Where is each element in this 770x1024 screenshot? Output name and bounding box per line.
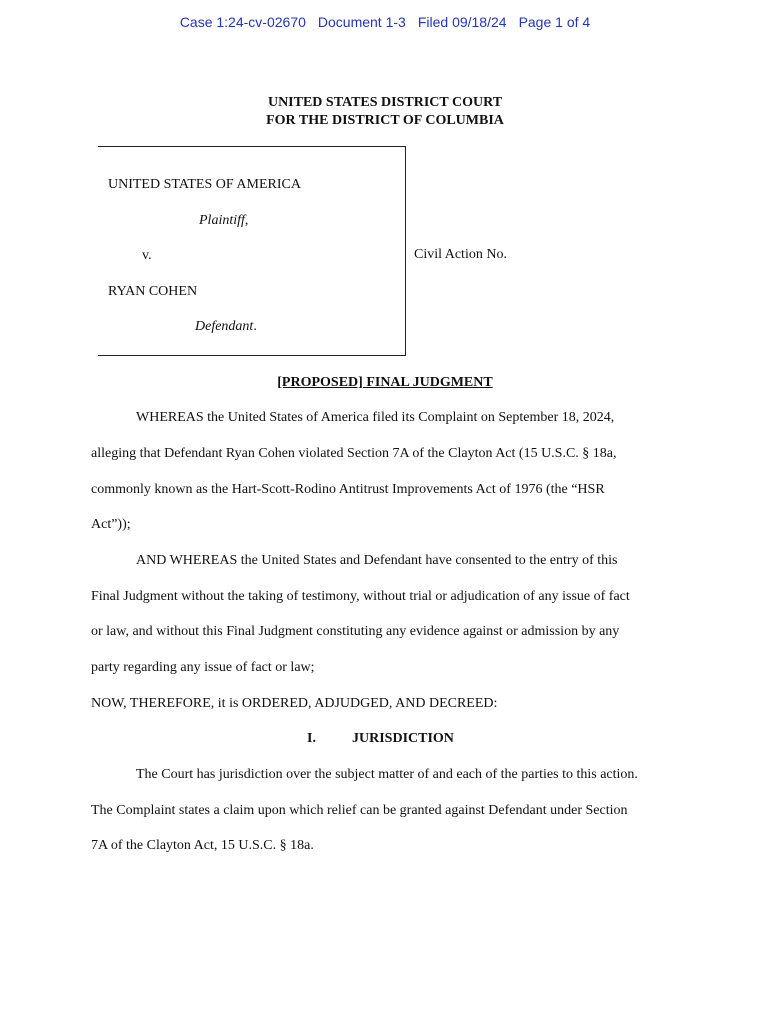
court-district: FOR THE DISTRICT OF COLUMBIA	[266, 113, 504, 128]
paragraph-line: The Complaint states a claim upon which relief can be granted against Defendant under Section	[91, 803, 628, 818]
paragraph-line: The Court has jurisdiction over the subject matter of and each of the parties to this action.	[136, 767, 638, 782]
plaintiff-name: UNITED STATES OF AMERICA	[108, 177, 301, 192]
document-number: Document 1-3	[317, 14, 406, 30]
page-indicator: Page 1 of 4	[518, 14, 591, 30]
versus-label: v.	[142, 248, 152, 263]
civil-action-number: Civil Action No.	[414, 247, 507, 262]
paragraph-line: commonly known as the Hart-Scott-Rodino Antitrust Improvements Act of 1976 (the “HSR	[91, 482, 605, 497]
case-number: Case 1:24-cv-02670	[179, 14, 306, 30]
paragraph-line: party regarding any issue of fact or law;	[91, 660, 315, 675]
filing-stamp	[0, 14, 770, 30]
paragraph-line: WHEREAS the United States of America filed its Complaint on September 18, 2024,	[136, 410, 615, 425]
document-title: [PROPOSED] FINAL JUDGMENT	[277, 375, 493, 390]
defendant-role: Defendant.	[195, 319, 257, 334]
paragraph-line: Final Judgment without the taking of testimony, without trial or adjudication of any issue of fact	[91, 589, 630, 604]
section-number: I.	[307, 731, 316, 746]
paragraph-line: AND WHEREAS the United States and Defendant have consented to the entry of this	[136, 553, 618, 568]
paragraph-line: alleging that Defendant Ryan Cohen violated Section 7A of the Clayton Act (15 U.S.C. § 18a,	[91, 446, 617, 461]
paragraph-line: Act”));	[91, 517, 131, 532]
plaintiff-role: Plaintiff,	[199, 213, 249, 228]
paragraph-line: 7A of the Clayton Act, 15 U.S.C. § 18a.	[91, 838, 314, 853]
filed-date: Filed 09/18/24	[417, 14, 507, 30]
court-header	[0, 94, 770, 130]
paragraph-line: or law, and without this Final Judgment constituting any evidence against or admission by any	[91, 624, 620, 639]
section-heading: JURISDICTION	[352, 731, 454, 746]
decree-line: NOW, THEREFORE, it is ORDERED, ADJUDGED, AND DECREED:	[91, 696, 498, 711]
court-name: UNITED STATES DISTRICT COURT	[267, 95, 503, 110]
defendant-name: RYAN COHEN	[108, 284, 198, 299]
